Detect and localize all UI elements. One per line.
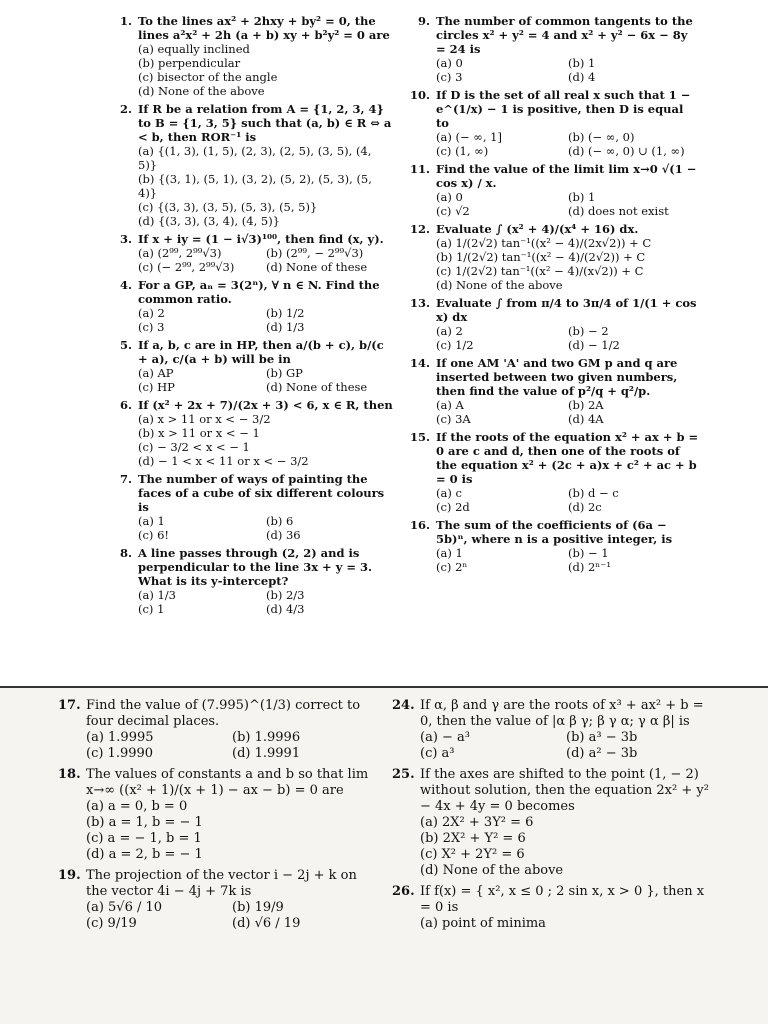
options bbox=[138, 588, 394, 616]
option: (a) point of minima bbox=[420, 916, 546, 931]
option: (d) a² − 3b bbox=[566, 746, 638, 761]
options bbox=[436, 56, 700, 84]
option: (d) − 1 < x < 11 or x < − 3/2 bbox=[138, 454, 309, 468]
option: (d) 1/3 bbox=[266, 320, 305, 334]
options bbox=[86, 730, 378, 762]
option: (a) 1 bbox=[436, 546, 463, 560]
options bbox=[138, 412, 394, 468]
option: (b) (− ∞, 0) bbox=[568, 130, 635, 144]
question bbox=[112, 472, 394, 542]
question-number: 1. bbox=[119, 14, 132, 28]
question bbox=[58, 698, 378, 762]
question-text: Evaluate ∫ (x² + 4)/(x⁴ + 16) dx. bbox=[436, 222, 639, 236]
option: (c) bisector of the angle bbox=[138, 70, 278, 84]
question-number: 6. bbox=[119, 398, 132, 412]
question bbox=[58, 868, 378, 932]
question-number: 14. bbox=[410, 356, 431, 370]
option: (c) 1/(2√2) tan⁻¹((x² − 4)/(x√2)) + C bbox=[436, 264, 644, 278]
option: (a) 1/(2√2) tan⁻¹((x² − 4)/(2x√2)) + C bbox=[436, 236, 652, 250]
option: (d) None of the above bbox=[138, 84, 265, 98]
option: (d) − 1/2 bbox=[568, 338, 620, 352]
question-text: To the lines ax² + 2hxy + by² = 0, the lines a²x² + 2h (a + b) xy + b²y² = 0 are bbox=[138, 14, 390, 42]
options bbox=[436, 236, 700, 292]
question-text: If the axes are shifted to the point (1, − 2) without solution, then the equation 2x² + y² − 4x + 4y = 0 becomes bbox=[420, 767, 709, 814]
question-number: 12. bbox=[410, 222, 431, 236]
question-text: Find the value of the limit lim x→0 √(1 − cos x) / x. bbox=[436, 162, 697, 190]
option: (d) 2ⁿ⁻¹ bbox=[568, 560, 611, 574]
option: (b) a³ − 3b bbox=[566, 730, 638, 745]
option: (b) 6 bbox=[266, 514, 294, 528]
option: (a) equally inclined bbox=[138, 42, 250, 56]
option: (d) 1.9991 bbox=[232, 746, 301, 761]
option: (a) (− ∞, 1] bbox=[436, 130, 502, 144]
right-column-bottom bbox=[392, 698, 712, 937]
option: (c) 1.9990 bbox=[86, 746, 154, 761]
question-text: The number of ways of painting the faces of a cube of six different colours is bbox=[138, 472, 385, 514]
option: (b) 2X² + Y² = 6 bbox=[420, 831, 526, 846]
option: (a) 0 bbox=[436, 190, 463, 204]
option: (b) GP bbox=[266, 366, 303, 380]
question bbox=[410, 222, 700, 292]
question-number: 19. bbox=[58, 868, 81, 883]
option: (b) − 2 bbox=[568, 324, 609, 338]
options bbox=[420, 815, 712, 879]
option: (d) None of the above bbox=[436, 278, 563, 292]
question-number: 24. bbox=[392, 698, 415, 713]
question-number: 7. bbox=[119, 472, 132, 486]
option: (b) {(3, 1), (5, 1), (3, 2), (5, 2), (5, 3), (5, 4)} bbox=[138, 172, 372, 200]
option: (c) 2ⁿ bbox=[436, 560, 468, 574]
left-column-top bbox=[112, 14, 394, 620]
option: (c) a³ bbox=[420, 746, 455, 761]
question-number: 15. bbox=[410, 430, 431, 444]
options bbox=[436, 130, 700, 158]
option: (a) 0 bbox=[436, 56, 463, 70]
options bbox=[436, 486, 700, 514]
question-number: 26. bbox=[392, 884, 415, 899]
option: (c) (1, ∞) bbox=[436, 144, 489, 158]
option: (a) 2 bbox=[436, 324, 463, 338]
options bbox=[436, 324, 700, 352]
option: (c) HP bbox=[138, 380, 175, 394]
option: (a) − a³ bbox=[420, 730, 471, 745]
option: (b) 1.9996 bbox=[232, 730, 301, 745]
option: (d) 2c bbox=[568, 500, 602, 514]
question bbox=[112, 398, 394, 468]
question-text: If (x² + 2x + 7)/(2x + 3) < 6, x ∈ R, then bbox=[138, 398, 393, 412]
option: (c) √2 bbox=[436, 204, 470, 218]
question-number: 18. bbox=[58, 767, 81, 782]
option: (a) 1.9995 bbox=[86, 730, 154, 745]
option: (d) 4A bbox=[568, 412, 604, 426]
question-number: 5. bbox=[119, 338, 132, 352]
options bbox=[138, 144, 394, 228]
question bbox=[112, 232, 394, 274]
option: (b) 19/9 bbox=[232, 900, 284, 915]
option: (d) does not exist bbox=[568, 204, 669, 218]
options bbox=[138, 42, 394, 98]
question bbox=[392, 884, 712, 932]
option: (b) perpendicular bbox=[138, 56, 241, 70]
question-text: If a, b, c are in HP, then a/(b + c), b/(c + a), c/(a + b) will be in bbox=[138, 338, 384, 366]
option: (c) − 3/2 < x < − 1 bbox=[138, 440, 250, 454]
option: (a) AP bbox=[138, 366, 174, 380]
options bbox=[420, 730, 712, 762]
option: (d) None of the above bbox=[420, 863, 564, 878]
question-number: 2. bbox=[119, 102, 132, 116]
question-text: If the roots of the equation x² + ax + b = 0 are c and d, then one of the roots of the equation x² + (2c + a)x + c² + ac + b = 0 is bbox=[436, 430, 699, 486]
option: (c) (− 2⁹⁹, 2⁹⁹√3) bbox=[138, 260, 235, 274]
option: (b) 1 bbox=[568, 56, 596, 70]
options bbox=[420, 916, 712, 932]
options bbox=[436, 546, 700, 574]
question-text: The projection of the vector i − 2j + k on the vector 4i − 4j + 7k is bbox=[86, 868, 357, 899]
option: (a) {(1, 3), (1, 5), (2, 3), (2, 5), (3, 5), (4, 5)} bbox=[138, 144, 372, 172]
option: (c) 3A bbox=[436, 412, 471, 426]
question bbox=[410, 430, 700, 514]
question-number: 10. bbox=[410, 88, 431, 102]
option: (a) (2⁹⁹, 2⁹⁹√3) bbox=[138, 246, 222, 260]
question-number: 17. bbox=[58, 698, 81, 713]
question bbox=[410, 356, 700, 426]
question-number: 4. bbox=[119, 278, 132, 292]
question-text: The sum of the coefficients of (6a − 5b)ⁿ, where n is a positive integer, is bbox=[436, 518, 673, 546]
question bbox=[410, 296, 700, 352]
question-number: 25. bbox=[392, 767, 415, 782]
question bbox=[112, 338, 394, 394]
option: (c) 6! bbox=[138, 528, 170, 542]
option: (d) 4 bbox=[568, 70, 596, 84]
option: (c) 1/2 bbox=[436, 338, 474, 352]
option: (d) (− ∞, 0) ∪ (1, ∞) bbox=[568, 144, 685, 158]
question bbox=[392, 698, 712, 762]
option: (a) a = 0, b = 0 bbox=[86, 799, 188, 814]
options bbox=[86, 900, 378, 932]
option: (b) 2A bbox=[568, 398, 604, 412]
option: (d) 4/3 bbox=[266, 602, 305, 616]
option: (b) a = 1, b = − 1 bbox=[86, 815, 203, 830]
question bbox=[112, 278, 394, 334]
option: (d) 36 bbox=[266, 528, 301, 542]
question bbox=[410, 518, 700, 574]
options bbox=[138, 246, 394, 274]
left-column-bottom bbox=[58, 698, 378, 937]
question bbox=[112, 102, 394, 228]
question-number: 13. bbox=[410, 296, 431, 310]
option: (c) {(3, 3), (3, 5), (5, 3), (5, 5)} bbox=[138, 200, 318, 214]
question bbox=[410, 88, 700, 158]
option: (a) A bbox=[436, 398, 464, 412]
question-number: 3. bbox=[119, 232, 132, 246]
question bbox=[58, 767, 378, 863]
question-text: If α, β and γ are the roots of x³ + ax² + b = 0, then the value of |α β γ; β γ α; γ α β| is bbox=[420, 698, 704, 729]
right-column-top bbox=[410, 14, 700, 578]
question-text: If f(x) = { x², x ≤ 0 ; 2 sin x, x > 0 }, then x = 0 is bbox=[420, 884, 705, 915]
option: (b) 2/3 bbox=[266, 588, 305, 602]
option: (a) 1 bbox=[138, 514, 165, 528]
option: (a) 5√6 / 10 bbox=[86, 900, 163, 915]
option: (b) 1/(2√2) tan⁻¹((x² − 4)/(2√2)) + C bbox=[436, 250, 646, 264]
question-text: If R be a relation from A = {1, 2, 3, 4} to B = {1, 3, 5} such that (a, b) ∈ R ⇔ a < b, then ROR⁻¹ is bbox=[138, 102, 392, 144]
option: (a) 2 bbox=[138, 306, 165, 320]
question-text: The number of common tangents to the circles x² + y² = 4 and x² + y² − 6x − 8y = 24 is bbox=[436, 14, 693, 56]
option: (b) x > 11 or x < − 1 bbox=[138, 426, 260, 440]
options bbox=[138, 514, 394, 542]
options bbox=[86, 799, 378, 863]
option: (c) 3 bbox=[436, 70, 463, 84]
option: (d) a = 2, b = − 1 bbox=[86, 847, 203, 862]
option: (a) x > 11 or x < − 3/2 bbox=[138, 412, 271, 426]
question bbox=[112, 546, 394, 616]
option: (c) 9/19 bbox=[86, 916, 137, 931]
option: (b) d − c bbox=[568, 486, 619, 500]
option: (c) 3 bbox=[138, 320, 165, 334]
question-text: If D is the set of all real x such that 1 − e^(1/x) − 1 is positive, then D is equal to bbox=[436, 88, 691, 130]
question bbox=[112, 14, 394, 98]
question bbox=[392, 767, 712, 879]
question-text: If one AM 'A' and two GM p and q are inserted between two given numbers, then find the value of p²/q + q²/p. bbox=[436, 356, 678, 398]
option: (c) X² + 2Y² = 6 bbox=[420, 847, 525, 862]
option: (c) 1 bbox=[138, 602, 165, 616]
question-text: For a GP, aₙ = 3(2ⁿ), ∀ n ∈ N. Find the common ratio. bbox=[138, 278, 380, 306]
question-text: The values of constants a and b so that lim x→∞ ((x² + 1)/(x + 1) − ax − b) = 0 are bbox=[86, 767, 369, 798]
option: (c) 2d bbox=[436, 500, 470, 514]
bottom-page bbox=[0, 688, 768, 1024]
option: (d) {(3, 3), (3, 4), (4, 5)} bbox=[138, 214, 280, 228]
question-text: A line passes through (2, 2) and is perpendicular to the line 3x + y = 3. What is its y-intercept? bbox=[138, 546, 373, 588]
question-number: 8. bbox=[119, 546, 132, 560]
question-text: If x + iy = (1 − i√3)¹⁰⁰, then find (x, y). bbox=[138, 232, 384, 246]
question-number: 9. bbox=[417, 14, 430, 28]
options bbox=[436, 398, 700, 426]
option: (d) √6 / 19 bbox=[232, 916, 301, 931]
option: (d) None of these bbox=[266, 380, 368, 394]
question bbox=[410, 14, 700, 84]
option: (d) None of these bbox=[266, 260, 368, 274]
option: (a) 2X² + 3Y² = 6 bbox=[420, 815, 534, 830]
option: (b) (2⁹⁹, − 2⁹⁹√3) bbox=[266, 246, 364, 260]
option: (a) 1/3 bbox=[138, 588, 176, 602]
question-number: 16. bbox=[410, 518, 431, 532]
option: (a) c bbox=[436, 486, 462, 500]
option: (b) 1 bbox=[568, 190, 596, 204]
question-number: 11. bbox=[410, 162, 431, 176]
question bbox=[410, 162, 700, 218]
question-text: Find the value of (7.995)^(1/3) correct to four decimal places. bbox=[86, 698, 361, 729]
options bbox=[138, 366, 394, 394]
option: (c) a = − 1, b = 1 bbox=[86, 831, 202, 846]
option: (b) − 1 bbox=[568, 546, 609, 560]
options bbox=[138, 306, 394, 334]
option: (b) 1/2 bbox=[266, 306, 305, 320]
options bbox=[436, 190, 700, 218]
question-text: Evaluate ∫ from π/4 to 3π/4 of 1/(1 + cos x) dx bbox=[436, 296, 697, 324]
